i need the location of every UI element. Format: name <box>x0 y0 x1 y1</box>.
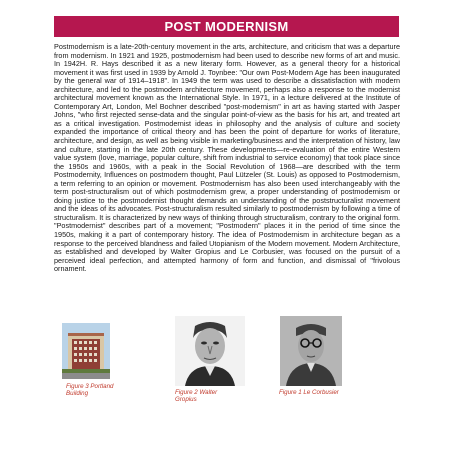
walter-gropius-portrait <box>175 316 245 386</box>
figure-2-caption: Figure 2 Walter Gropius <box>175 389 218 403</box>
le-corbusier-portrait <box>280 316 342 386</box>
figure-3-caption: Figure 3 Portland Building <box>66 383 114 397</box>
body-paragraph: Postmodernism is a late-20th-century movement in the arts, architecture, and criticism that was a departure from modernism. In 1921 and 1925, postmodernism had been used to describe new forms of art and music. In 1942H. R. Hays described it as a new literary form. However, as a general theory for a historical movement it was first used in 1939 by Arnold J. Toynbee: "Our own Post-Modern Age has been inaugurated by the general war of 1914–1918". In 1949 the term was used to describe a dissatisfaction with modern architecture, and led to the postmodern architecture movement, perhaps also a response to the modernist architectural movement known as the International Style. In 1971, in a lecture delivered at the Institute of Contemporary Art, London, Mel Bochner described "post-modernism" in art as having started with Jasper Johns, "who first rejected sense-data and the singular point-of-view as the basis for his art, and treated art as a critical investigation. Postmodernist ideas in philosophy and the analysis of culture and society expanded the importance of critical theory and has been the point of departure for works of literature, architecture, and design, as well as being visible in marketing/business and the interpretation of history, law and culture, starting in the late 20th century. These developments—re-evaluation of the entire Western value system (love, marriage, popular culture, shift from industrial to service economy) that took place since the 1950s and 1960s, with a peak in the Social Revolution of 1968—are described with the term Postmodernity, Influences on postmodern thought, Paul Lützeler (St. Louis) as opposed to Postmodernism, a term referring to an opinion or movement. Postmodernism has also been used interchangeably with the term post-structuralism out of which postmodernism grew, a proper understanding of postmodernism or doing justice to the postmodernist thought demands an understanding of the poststructuralist movement and the ideas of its advocates. Post-structuralism resulted similarly to postmodernism by following a time of structuralism. It is characterized by new ways of thinking through structuralism, contrary to the original form. "Postmodernist" describes part of a movement; "Postmodern" places it in the period of time since the 1950s, making it a part of contemporary history. The idea of Postmodernism in architecture began as a response to the perceived blandness and failed Utopianism of the Modern movement. Modern Architecture, as established and developed by Walter Gropius and Le Corbusier, was focused on the pursuit of a perceived ideal perfection, and attempted harmony of form and function, and dismissal of "frivolous ornament. <box>54 42 400 274</box>
page-title: POST MODERNISM <box>54 16 399 37</box>
portland-building-photo <box>62 323 110 379</box>
figure-1-caption: Figure 1 Le Corbusier <box>279 389 339 396</box>
